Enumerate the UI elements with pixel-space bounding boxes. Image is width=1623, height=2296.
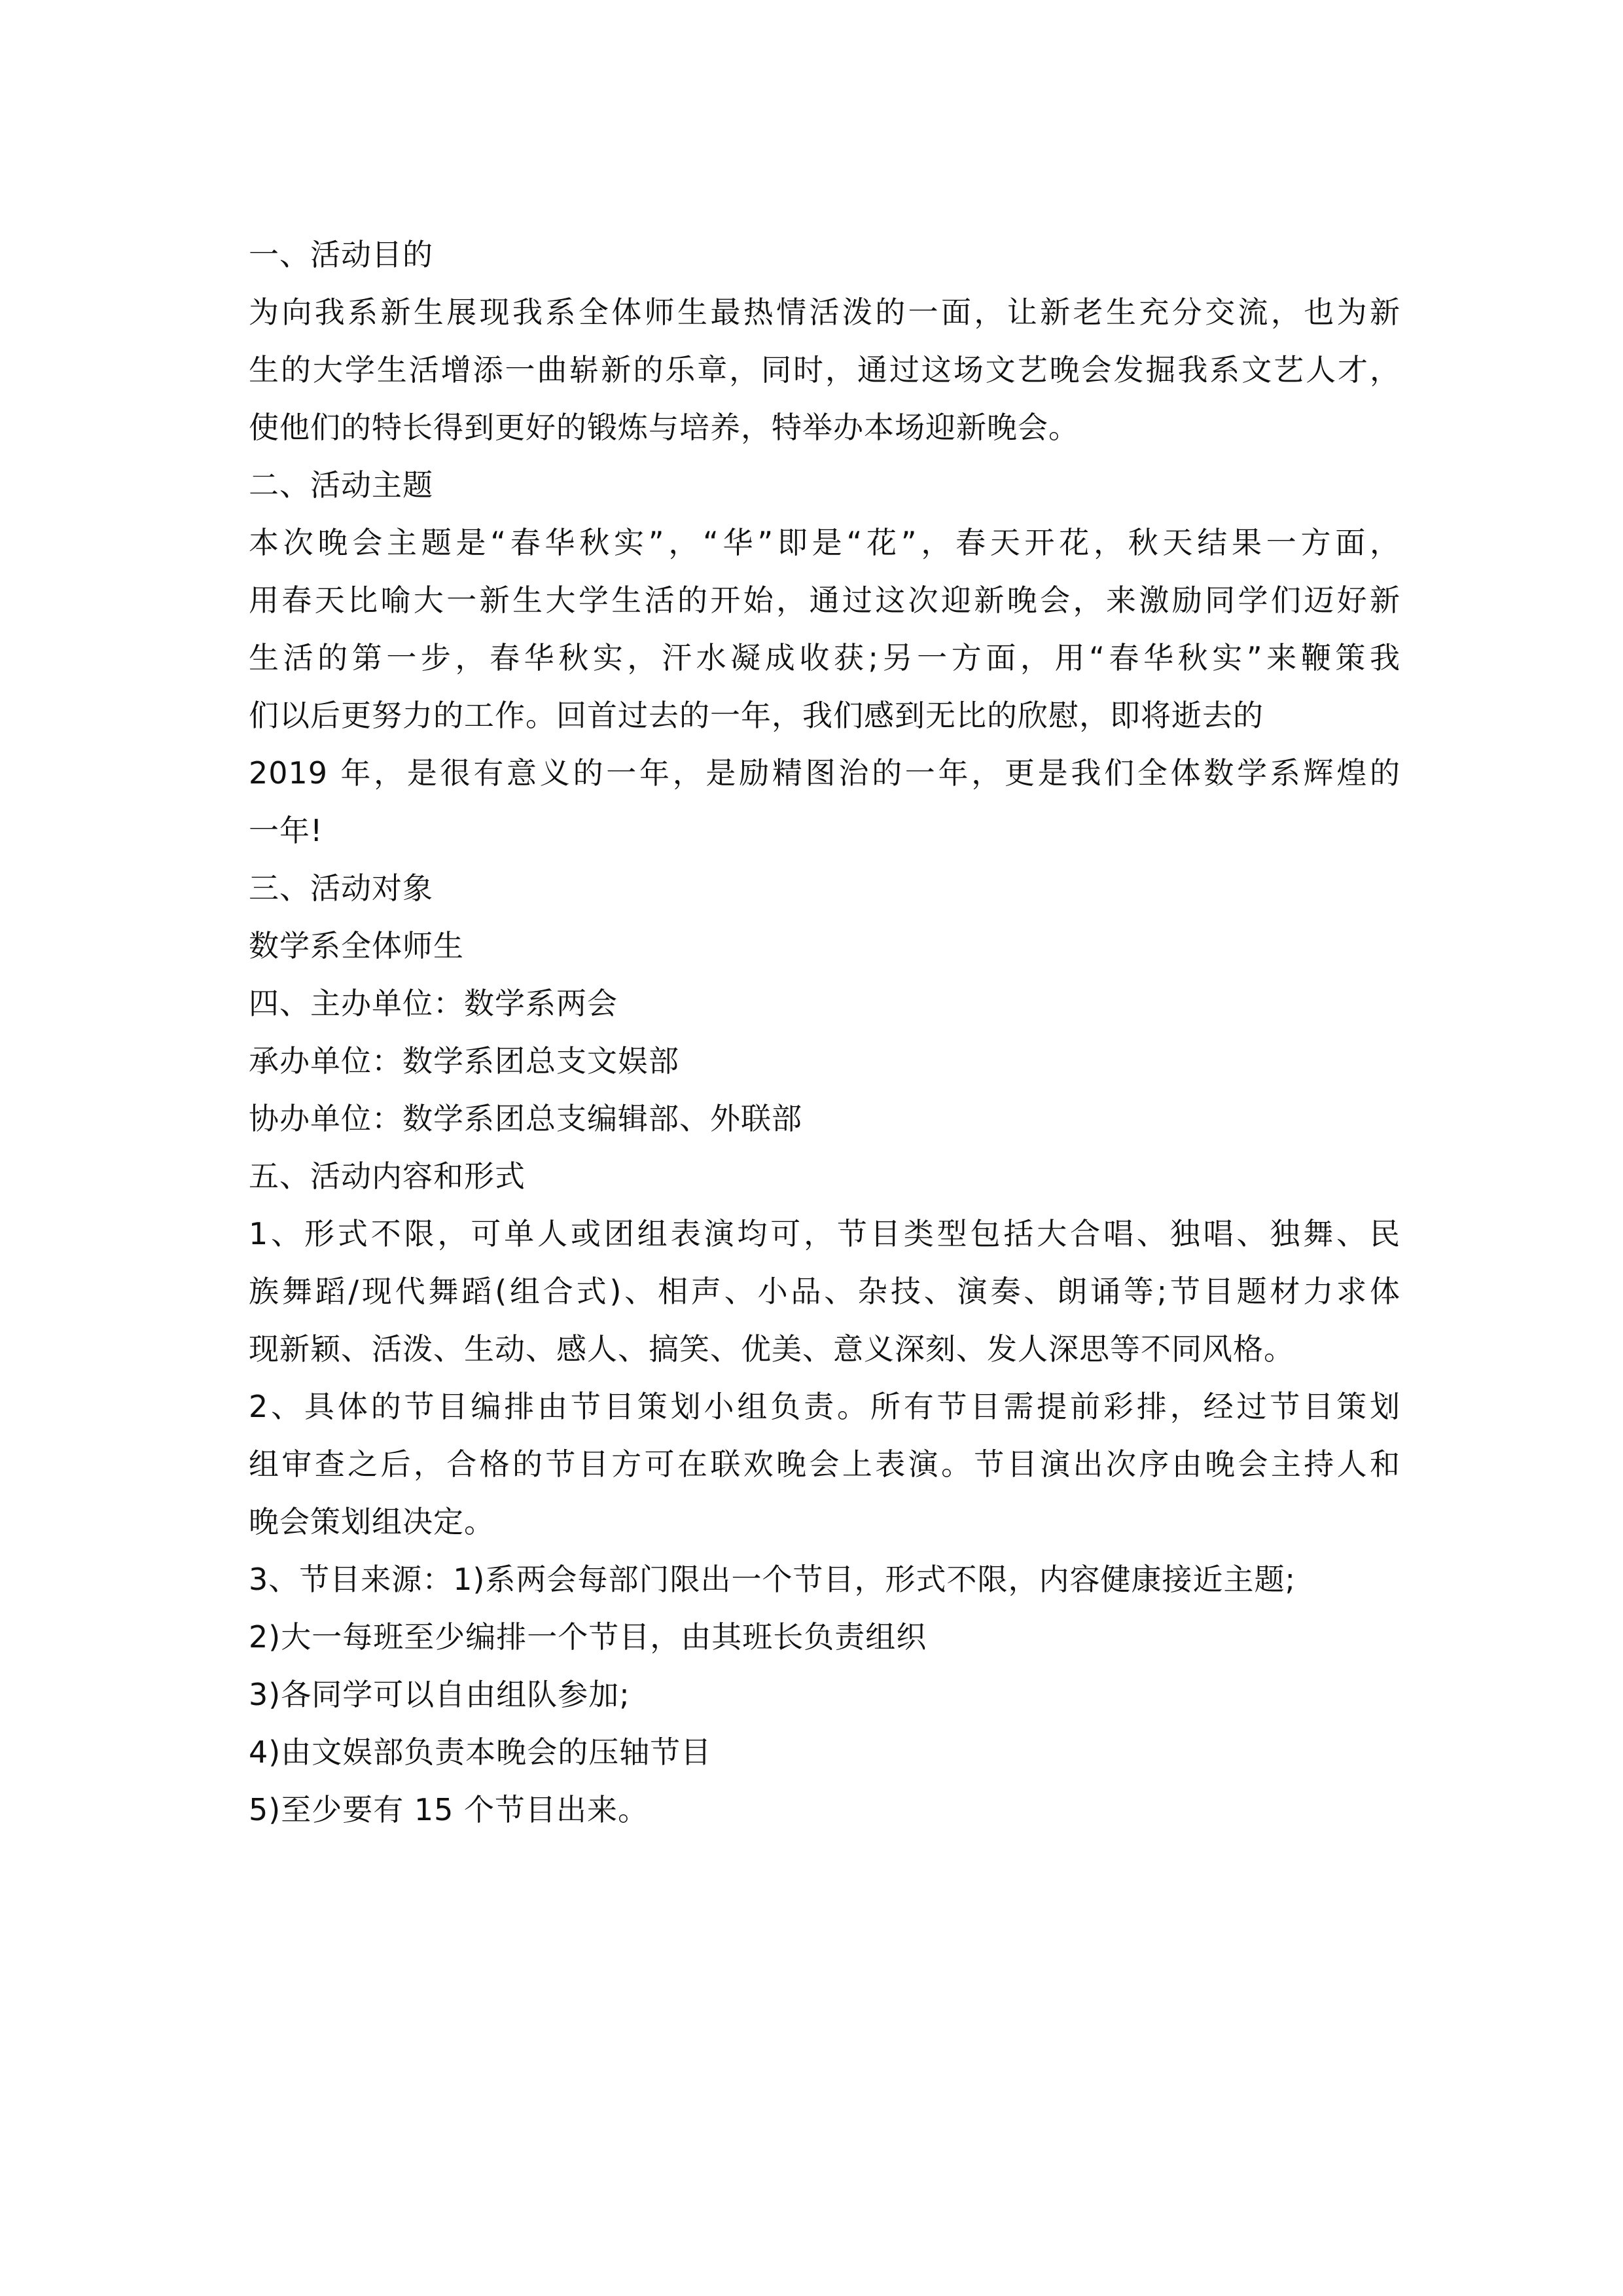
paragraph-line: 4)由文娱部负责本晚会的压轴节目 bbox=[249, 1734, 712, 1770]
section-heading-theme: 二、活动主题 bbox=[249, 467, 433, 503]
paragraph-line: 本次晚会主题是“春华秋实”，“华”即是“花”，春天开花，秋天结果一方面， bbox=[249, 525, 1400, 560]
paragraph-line: 用春天比喻大一新生大学生活的开始，通过这次迎新晚会，来激励同学们迈好新 bbox=[249, 583, 1400, 618]
paragraph-line: 生的大学生活增添一曲崭新的乐章，同时，通过这场文艺晚会发掘我系文艺人才， bbox=[249, 352, 1400, 387]
paragraph-line: 使他们的特长得到更好的锻炼与培养，特举办本场迎新晚会。 bbox=[249, 410, 1079, 445]
section-heading-audience: 三、活动对象 bbox=[249, 870, 433, 906]
paragraph-line: 3)各同学可以自由组队参加; bbox=[249, 1677, 630, 1712]
paragraph-line: 2)大一每班至少编排一个节目，由其班长负责组织 bbox=[249, 1619, 927, 1655]
paragraph-line: 一年! bbox=[249, 813, 323, 848]
paragraph-line: 们以后更努力的工作。回首过去的一年，我们感到无比的欣慰，即将逝去的 bbox=[249, 698, 1264, 733]
paragraph-line: 族舞蹈/现代舞蹈(组合式)、相声、小品、杂技、演奏、朗诵等;节目题材力求体 bbox=[249, 1274, 1400, 1309]
paragraph-line: 5)至少要有 15 个节目出来。 bbox=[249, 1792, 649, 1827]
paragraph-line: 承办单位：数学系团总支文娱部 bbox=[249, 1043, 679, 1079]
paragraph-line: 生活的第一步，春华秋实，汗水凝成收获;另一方面，用“春华秋实”来鞭策我 bbox=[249, 640, 1400, 675]
paragraph-line: 3、节目来源：1)系两会每部门限出一个节目，形式不限，内容健康接近主题; bbox=[249, 1562, 1296, 1597]
paragraph-line: 组审查之后，合格的节目方可在联欢晚会上表演。节目演出次序由晚会主持人和 bbox=[249, 1446, 1400, 1482]
section-heading-organizer: 四、主办单位：数学系两会 bbox=[249, 986, 618, 1021]
paragraph-line: 2019 年，是很有意义的一年，是励精图治的一年，更是我们全体数学系辉煌的 bbox=[249, 755, 1400, 791]
paragraph-line: 1、形式不限，可单人或团组表演均可，节目类型包括大合唱、独唱、独舞、民 bbox=[249, 1216, 1400, 1251]
document-body bbox=[249, 226, 1400, 1839]
paragraph-line: 数学系全体师生 bbox=[249, 928, 464, 963]
paragraph-line: 为向我系新生展现我系全体师生最热情活泼的一面，让新老生充分交流，也为新 bbox=[249, 295, 1400, 330]
section-heading-content: 五、活动内容和形式 bbox=[249, 1158, 526, 1194]
paragraph-line: 2、具体的节目编排由节目策划小组负责。所有节目需提前彩排，经过节目策划 bbox=[249, 1389, 1400, 1424]
paragraph-line: 现新颖、活泼、生动、感人、搞笑、优美、意义深刻、发人深思等不同风格。 bbox=[249, 1331, 1294, 1367]
paragraph-line: 协办单位：数学系团总支编辑部、外联部 bbox=[249, 1101, 802, 1136]
paragraph-line: 晚会策划组决定。 bbox=[249, 1504, 495, 1539]
section-heading-purpose: 一、活动目的 bbox=[249, 237, 433, 272]
